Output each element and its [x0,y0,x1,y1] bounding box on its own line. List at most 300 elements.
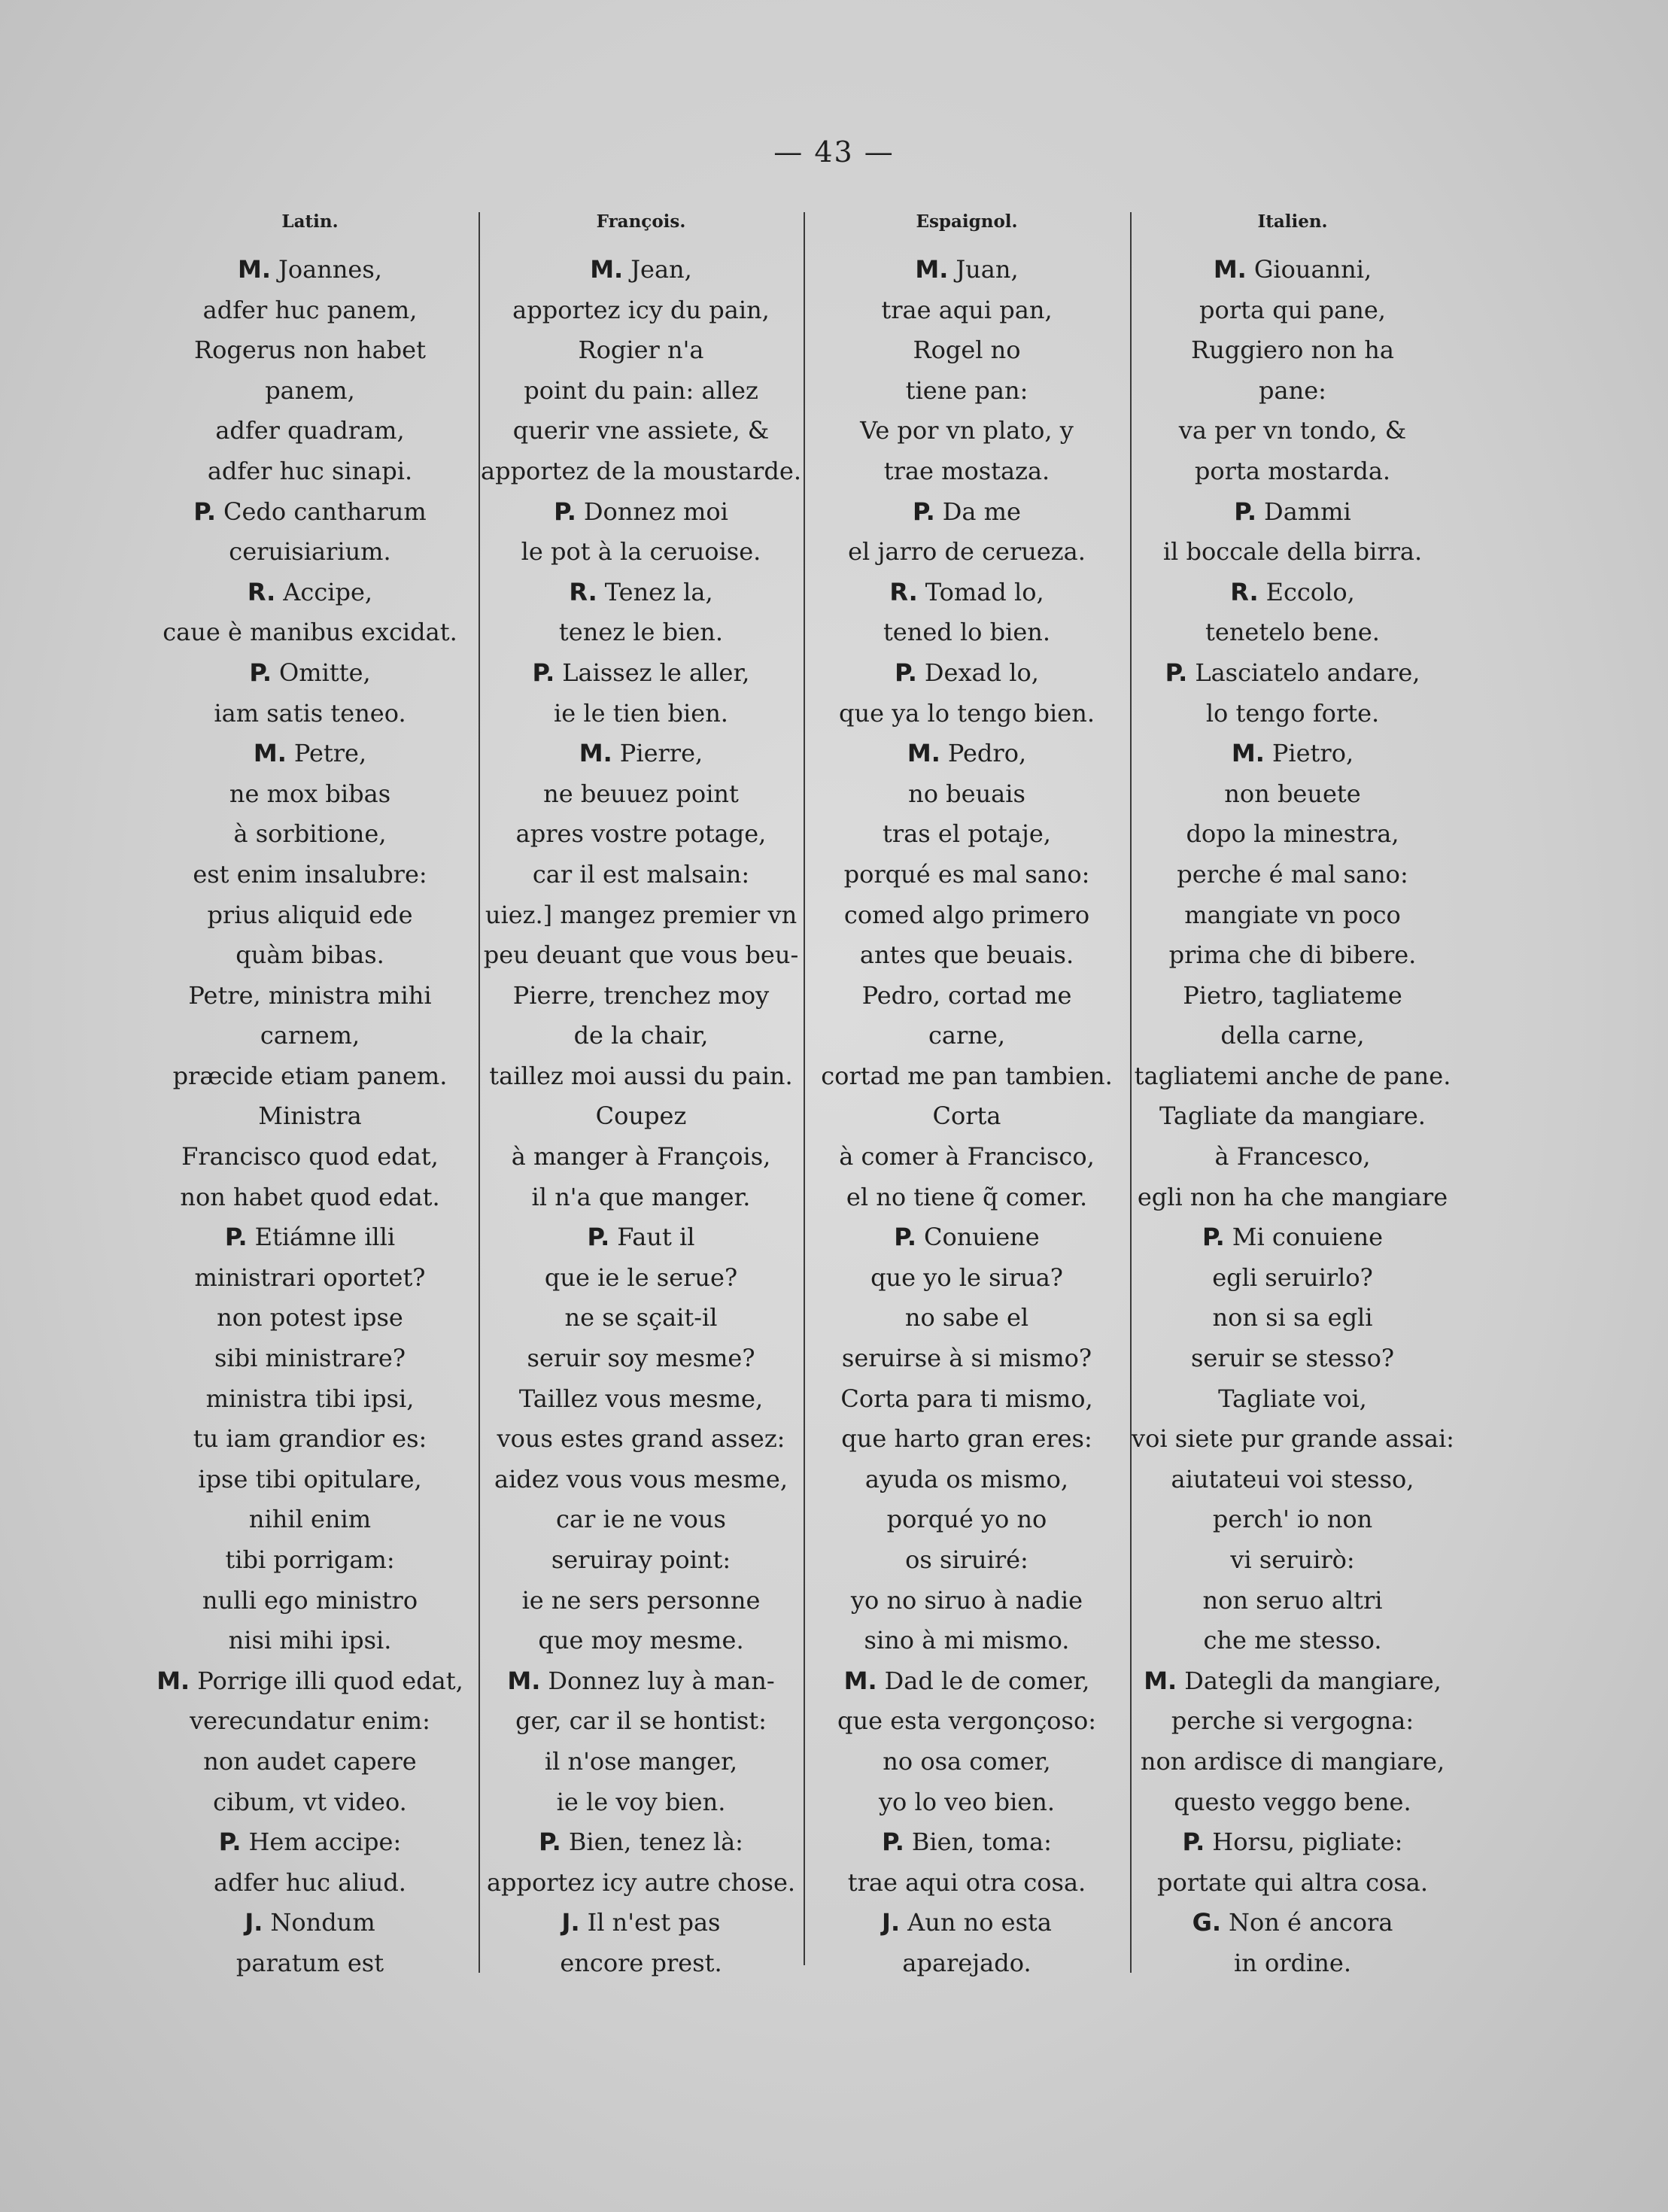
line-text: que harto gran eres: [841,1424,1092,1454]
dialogue-line [1132,492,1454,533]
dialogue-line [1132,532,1454,573]
dialogue-line [805,451,1129,492]
dialogue-line [480,1782,802,1823]
dialogue-line [805,411,1129,451]
dialogue-line [805,774,1129,815]
line-text: à manger à François, [511,1142,771,1171]
line-text: Mi conuiene [1232,1223,1384,1252]
line-text: tagliatemi anche de pane. [1134,1061,1451,1090]
dialogue-line [1132,1581,1454,1621]
dialogue-line [805,1863,1129,1904]
dialogue-line [143,1419,477,1460]
line-text: taillez moi aussi du pain. [489,1061,793,1090]
line-text: no beuais [908,779,1025,808]
line-text: il n'a que manger. [531,1182,751,1211]
dialogue-line [143,935,477,976]
dialogue-line [143,895,477,936]
dialogue-line [805,290,1129,331]
dialogue-line [1132,1338,1454,1379]
dialogue-line [480,1258,802,1299]
dialogue-line [1132,250,1454,290]
line-text: ceruisiarium. [229,537,391,567]
line-text: el jarro de cerueza. [848,537,1086,567]
dialogue-line [143,573,477,613]
speaker-initial: P. [218,1828,242,1857]
dialogue-line [805,1621,1129,1661]
line-text: tenez le bien. [558,618,724,647]
dialogue-line [805,250,1129,290]
dialogue-line [1132,1621,1454,1661]
line-text: Laissez le aller, [562,658,750,687]
dialogue-line [805,1460,1129,1500]
line-text: Rogel no [913,336,1021,365]
dialogue-line [480,976,802,1016]
dialogue-line [1132,1460,1454,1500]
line-text: Pierre, trenchez moy [512,980,770,1010]
line-text: est enim insalubre: [193,859,427,889]
dialogue-line [143,694,477,734]
line-text: trae aqui otra cosa. [847,1867,1086,1897]
line-text: Nondum [270,1908,375,1937]
line-text: apportez de la moustarde. [481,456,801,485]
line-text: Pedro, [947,739,1027,768]
line-text: tenetelo bene. [1205,618,1380,647]
line-text: Tagliate voi, [1218,1384,1367,1413]
speaker-initial: P. [1234,497,1257,526]
dialogue-line [805,1137,1129,1177]
speaker-initial: M. [579,739,612,768]
line-text: no sabe el [904,1303,1029,1332]
dialogue-line [1132,1863,1454,1904]
line-text: vous estes grand assez: [497,1424,785,1454]
line-text: carne, [928,1021,1005,1050]
speaker-initial: P. [1182,1828,1205,1857]
line-text: adfer huc sinapi. [207,456,413,485]
dialogue-line [480,1661,802,1702]
dialogue-line [480,1460,802,1500]
dialogue-line [143,774,477,815]
dialogue-line [1132,1177,1454,1218]
line-text: apres vostre potage, [515,819,767,849]
line-text: quàm bibas. [235,940,384,970]
line-text: adfer quadram, [215,416,405,445]
line-text: Petre, ministra mihi [188,980,432,1010]
dialogue-line [143,1621,477,1661]
dialogue-line [805,371,1129,412]
line-text: Rogier n'a [578,336,704,365]
dialogue-line [805,1742,1129,1782]
line-text: Taillez vous mesme, [518,1384,764,1413]
line-text: Corta [932,1101,1001,1131]
dialogue-line [143,1460,477,1500]
dialogue-line [480,451,802,492]
speaker-initial: M. [590,255,624,284]
dialogue-line [480,1863,802,1904]
speaker-initial: P. [532,658,555,687]
dialogue-line [143,1581,477,1621]
column-latin [143,209,477,1984]
dialogue-line [1132,1742,1454,1782]
dialogue-line [143,1822,477,1863]
line-text: yo lo veo bien. [878,1787,1056,1816]
line-text: Pietro, [1272,739,1354,768]
dialogue-line [805,935,1129,976]
dialogue-line [805,1661,1129,1702]
dialogue-line [480,694,802,734]
line-text: ne se sçait-il [564,1303,718,1332]
line-text: cortad me pan tambien. [821,1061,1113,1090]
dialogue-line [143,1217,477,1258]
line-text: que ie le serue? [544,1262,738,1292]
speaker-initial: M. [253,739,287,768]
line-text: car ie ne vous [556,1505,726,1534]
line-text: ne mox bibas [229,779,391,808]
line-text: ne beuuez point [543,779,739,808]
dialogue-line [1132,1540,1454,1581]
speaker-initial: R. [247,577,276,606]
dialogue-line [805,1298,1129,1338]
line-text: porqué yo no [886,1505,1047,1534]
line-text: sibi ministrare? [214,1344,406,1373]
line-text: Aun no esta [907,1908,1052,1937]
dialogue-line [143,814,477,855]
dialogue-line [1132,330,1454,371]
dialogue-line [143,612,477,653]
line-text: non ardisce di mangiare, [1140,1746,1445,1776]
speaker-initial: G. [1192,1908,1221,1937]
dialogue-line [480,1621,802,1661]
dialogue-line [143,411,477,451]
dialogue-line [143,1096,477,1137]
line-text: aidez vous vous mesme, [494,1464,788,1493]
speaker-initial: P. [882,1828,904,1857]
line-text: Tomad lo, [925,577,1044,606]
dialogue-line [805,1943,1129,1984]
line-text: Dategli da mangiare, [1184,1666,1442,1695]
dialogue-line [480,1096,802,1137]
dialogue-line [805,1217,1129,1258]
column-italian [1132,209,1454,1984]
speaker-initial: P. [1165,658,1188,687]
line-text: tiene pan: [905,375,1028,405]
dialogue-line [805,1581,1129,1621]
dialogue-line [480,411,802,451]
line-text: os siruiré: [905,1545,1028,1574]
dialogue-line [480,1581,802,1621]
dialogue-line [143,1701,477,1742]
dialogue-line [143,734,477,774]
line-text: Accipe, [283,577,373,606]
line-text: va per vn tondo, & [1178,416,1407,445]
dialogue-line [480,1419,802,1460]
dialogue-line [480,1943,802,1984]
dialogue-line [1132,1822,1454,1863]
dialogue-line [1132,1661,1454,1702]
dialogue-line [480,653,802,694]
line-text: Tagliate da mangiare. [1159,1101,1426,1131]
line-text: yo no siruo à nadie [850,1585,1083,1615]
dialogue-line [805,573,1129,613]
dialogue-line [805,895,1129,936]
line-text: que yo le sirua? [870,1262,1063,1292]
dialogue-line [480,1137,802,1177]
line-text: verecundatur enim: [190,1706,430,1736]
column-lines [143,250,477,1984]
line-text: adfer huc aliud. [214,1867,406,1897]
dialogue-line [1132,451,1454,492]
line-text: non audet capere [203,1746,417,1776]
dialogue-line [1132,411,1454,451]
line-text: Pierre, [619,739,703,768]
dialogue-line [1132,1096,1454,1137]
dialogue-line [1132,290,1454,331]
dialogue-line [805,612,1129,653]
dialogue-line [480,1379,802,1420]
dialogue-line [143,1540,477,1581]
line-text: Ruggiero non ha [1191,336,1394,365]
line-text: Porrige illi quod edat, [197,1666,463,1695]
dialogue-line [1132,1016,1454,1056]
line-text: non seruo altri [1202,1585,1383,1615]
line-text: Eccolo, [1265,577,1355,606]
speaker-initial: M. [1213,255,1247,284]
line-text: Hem accipe: [248,1828,402,1857]
line-text: Corta para ti mismo, [840,1384,1093,1413]
dialogue-line [1132,1379,1454,1420]
speaker-initial: P. [895,658,917,687]
line-text: iam satis teneo. [214,698,406,728]
line-text: Bien, tenez là: [568,1828,743,1857]
dialogue-line [480,1016,802,1056]
line-text: dopo la minestra, [1186,819,1399,849]
dialogue-line [1132,935,1454,976]
dialogue-line [143,1338,477,1379]
speaker-initial: J. [882,1908,901,1937]
dialogue-line [143,1177,477,1218]
dialogue-line [143,1298,477,1338]
dialogue-line [143,451,477,492]
line-text: perche si vergogna: [1171,1706,1414,1736]
line-text: perche é mal sano: [1177,859,1408,889]
line-text: tu iam grandior es: [193,1424,427,1454]
line-text: Pedro, cortad me [861,980,1072,1010]
column-lines [805,250,1129,1984]
line-text: Il n'est pas [587,1908,721,1937]
speaker-initial: P. [193,497,216,526]
dialogue-line [143,1016,477,1056]
line-text: Non é ancora [1229,1908,1393,1937]
dialogue-line [143,653,477,694]
line-text: Omitte, [279,658,371,687]
line-text: Ve por vn plato, y [860,416,1074,445]
column-header: Espaignol. [916,211,1018,232]
speaker-initial: P. [1202,1223,1225,1252]
line-text: della carne, [1220,1021,1365,1050]
line-text: seruir soy mesme? [527,1344,755,1373]
dialogue-line [143,330,477,371]
line-text: præcide etiam panem. [172,1061,448,1090]
dialogue-line [480,371,802,412]
dialogue-line [805,694,1129,734]
line-text: Juan, [956,255,1019,284]
line-text: questo veggo bene. [1174,1787,1411,1816]
dialogue-line [805,1258,1129,1299]
line-text: perch' io non [1212,1505,1373,1534]
dialogue-line [1132,1419,1454,1460]
speaker-initial: M. [1231,739,1265,768]
dialogue-line [1132,855,1454,895]
line-text: Tenez la, [604,577,713,606]
line-text: ipse tibi opitulare, [198,1464,422,1493]
line-text: ie le voy bien. [556,1787,726,1816]
dialogue-line [1132,653,1454,694]
line-text: ger, car il se hontist: [515,1706,767,1736]
dialogue-line [805,1499,1129,1540]
dialogue-line [143,1742,477,1782]
dialogue-line [143,1499,477,1540]
dialogue-line [480,1298,802,1338]
line-text: querir vne assiete, & [512,416,770,445]
dialogue-line [805,1096,1129,1137]
dialogue-line [143,371,477,412]
line-text: encore prest. [560,1948,722,1977]
line-text: non potest ipse [217,1303,403,1332]
line-text: sino à mi mismo. [864,1626,1070,1655]
dialogue-line [1132,1137,1454,1177]
speaker-initial: R. [569,577,597,606]
dialogue-line [143,532,477,573]
dialogue-line [805,1379,1129,1420]
dialogue-line [143,1903,477,1943]
line-text: cibum, vt video. [213,1787,407,1816]
speaker-initial: J. [245,1908,263,1937]
line-text: Francisco quod edat, [181,1142,439,1171]
line-text: seruirse à si mismo? [841,1344,1092,1373]
line-text: trae mostaza. [883,456,1050,485]
dialogue-line [805,1540,1129,1581]
line-text: Coupez [595,1101,687,1131]
dialogue-line [1132,1217,1454,1258]
speaker-initial: R. [1230,577,1259,606]
dialogue-line [480,895,802,936]
line-text: egli non ha che mangiare [1137,1182,1448,1211]
dialogue-line [143,1782,477,1823]
line-text: à comer à Francisco, [839,1142,1095,1171]
dialogue-line [1132,1056,1454,1097]
column-french [480,209,802,1984]
dialogue-line [805,814,1129,855]
line-text: Pietro, tagliateme [1183,980,1402,1010]
line-text: Joannes, [278,255,382,284]
dialogue-line [1132,1701,1454,1742]
dialogue-line [805,532,1129,573]
dialogue-line [143,1137,477,1177]
line-text: Da me [942,497,1021,526]
line-text: nisi mihi ipsi. [228,1626,392,1655]
line-text: ie le tien bien. [554,698,728,728]
line-text: apportez icy du pain, [512,295,770,324]
speaker-initial: P. [554,497,576,526]
line-text: paratum est [235,1948,384,1977]
dialogue-line [143,1258,477,1299]
line-text: nulli ego ministro [202,1585,418,1615]
dialogue-line [805,1177,1129,1218]
speaker-initial: M. [843,1666,877,1695]
line-text: Lasciatelo andare, [1195,658,1420,687]
line-text: vi seruirò: [1230,1545,1355,1574]
dialogue-line [805,1016,1129,1056]
line-text: non beuete [1224,779,1361,808]
line-text: voi siete pur grande assai: [1132,1424,1454,1454]
line-text: trae aqui pan, [881,295,1053,324]
line-text: prima che di bibere. [1168,940,1417,970]
dialogue-line [143,1943,477,1984]
speaker-initial: P. [224,1223,248,1252]
speaker-initial: P. [539,1828,561,1857]
dialogue-line [1132,573,1454,613]
dialogue-line [143,855,477,895]
line-text: adfer huc panem, [202,295,418,324]
dialogue-line [480,1742,802,1782]
dialogue-line [480,1822,802,1863]
line-text: prius aliquid ede [207,900,413,929]
line-text: no osa comer, [883,1746,1051,1776]
line-text: il n'ose manger, [544,1746,738,1776]
line-text: aparejado. [902,1948,1031,1977]
column-header: Latin. [281,211,339,232]
line-text: caue è manibus excidat. [163,618,457,647]
line-text: tras el potaje, [883,819,1051,849]
line-text: à sorbitione, [233,819,387,849]
speaker-initial: M. [238,255,272,284]
dialogue-line [480,814,802,855]
dialogue-line [805,734,1129,774]
dialogue-line [480,290,802,331]
dialogue-line [805,1338,1129,1379]
line-text: antes que beuais. [859,940,1074,970]
line-text: Cedo cantharum [223,497,427,526]
dialogue-line [805,653,1129,694]
column-spanish [805,209,1129,1984]
line-text: Jean, [630,255,692,284]
line-text: ie ne sers personne [521,1585,761,1615]
dialogue-line [480,774,802,815]
speaker-initial: M. [156,1666,190,1695]
line-text: seruiray point: [551,1545,731,1574]
dialogue-line [1132,1298,1454,1338]
dialogue-line [143,1379,477,1420]
line-text: le pot à la ceruoise. [521,537,761,567]
line-text: à Francesco, [1214,1142,1371,1171]
line-text: Etiámne illi [254,1223,396,1252]
line-text: carnem, [260,1021,360,1050]
line-text: seruir se stesso? [1191,1344,1394,1373]
line-text: porqué es mal sano: [843,859,1090,889]
line-text: porta qui pane, [1199,295,1386,324]
dialogue-line [480,1056,802,1097]
dialogue-line [805,1419,1129,1460]
dialogue-line [480,330,802,371]
line-text: ministrari oportet? [194,1262,426,1292]
dialogue-line [480,1499,802,1540]
speaker-initial: P. [913,497,935,526]
column-lines [480,250,802,1984]
dialogue-line [1132,734,1454,774]
page-number: — 43 — [773,135,895,169]
dialogue-line [143,492,477,533]
line-text: Giouanni, [1253,255,1372,284]
speaker-initial: M. [507,1666,541,1695]
